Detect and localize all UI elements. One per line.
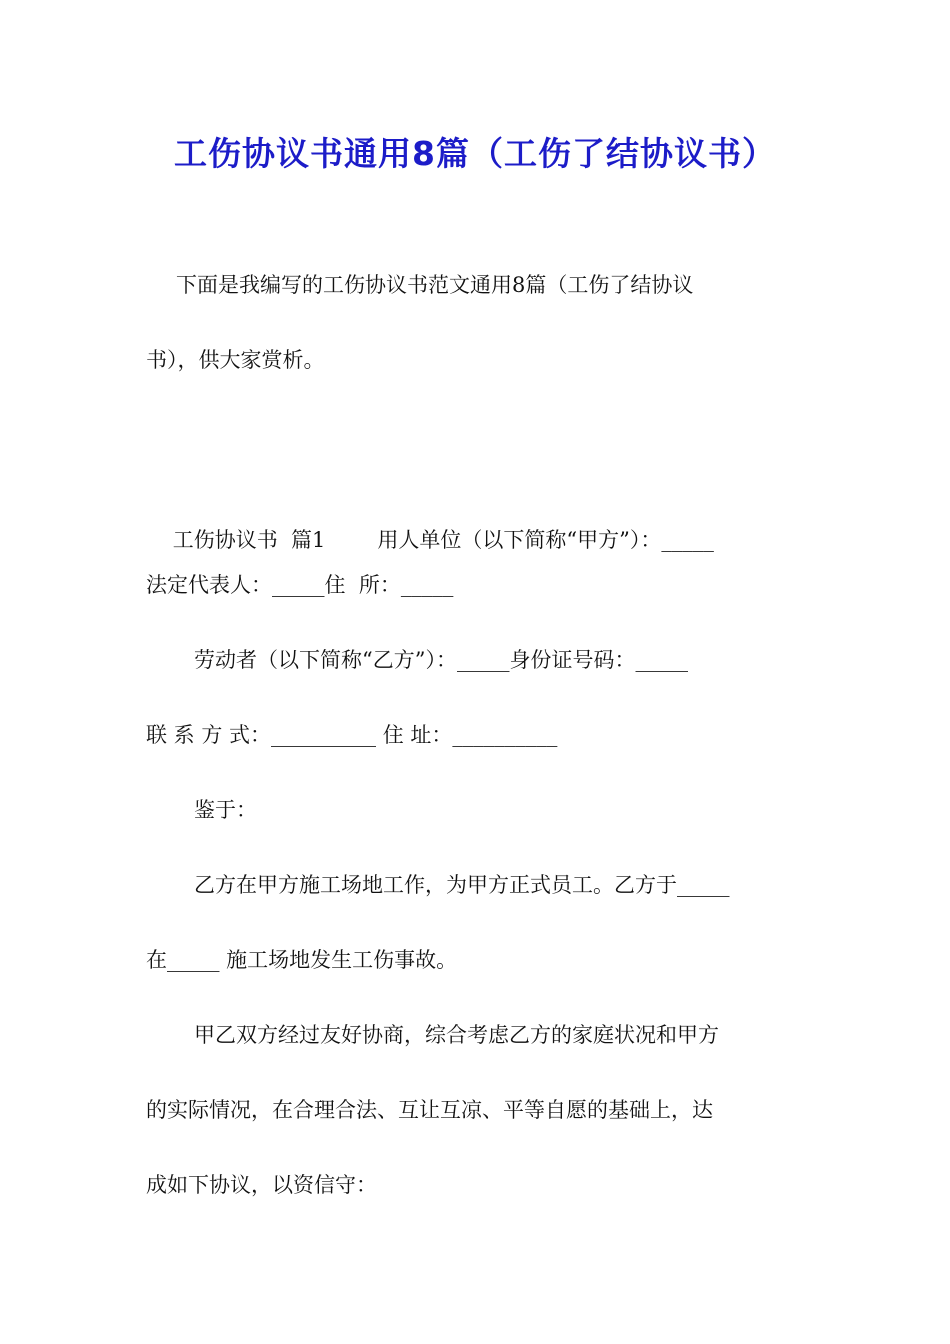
document-title: 工伤协议书通用8篇（工伤了结协议书） [174, 134, 776, 173]
legal-rep-field: 法定代表人：_____住 所：_____ [146, 573, 454, 597]
employer-field: 用人单位（以下简称“甲方”）：_____ [377, 528, 714, 552]
paragraph-2-line-2: 的实际情况，在合理合法、互让互凉、平等自愿的基础上，达 [146, 1098, 713, 1122]
worker-field: 劳动者（以下简称“乙方”）：_____身份证号码：_____ [194, 648, 688, 672]
paragraph-2-line-3: 成如下协议，以资信守： [146, 1173, 377, 1197]
paragraph-1-line-2: 在_____ 施工场地发生工伤事故。 [146, 948, 458, 972]
intro-line-2: 书），供大家赏析。 [146, 348, 325, 372]
section-1-heading: 工伤协议书 篇1 [172, 528, 326, 552]
paragraph-2-line-1: 甲乙双方经过友好协商，综合考虑乙方的家庭状况和甲方 [194, 1023, 719, 1047]
paragraph-1-line-1: 乙方在甲方施工场地工作，为甲方正式员工。乙方于_____ [194, 873, 730, 897]
contact-field: 联 系 方 式：__________ 住 址：__________ [146, 723, 558, 747]
intro-line-1: 下面是我编写的工伤协议书范文通用8篇（工伤了结协议 [176, 273, 694, 297]
whereas-label: 鉴于： [194, 798, 257, 822]
